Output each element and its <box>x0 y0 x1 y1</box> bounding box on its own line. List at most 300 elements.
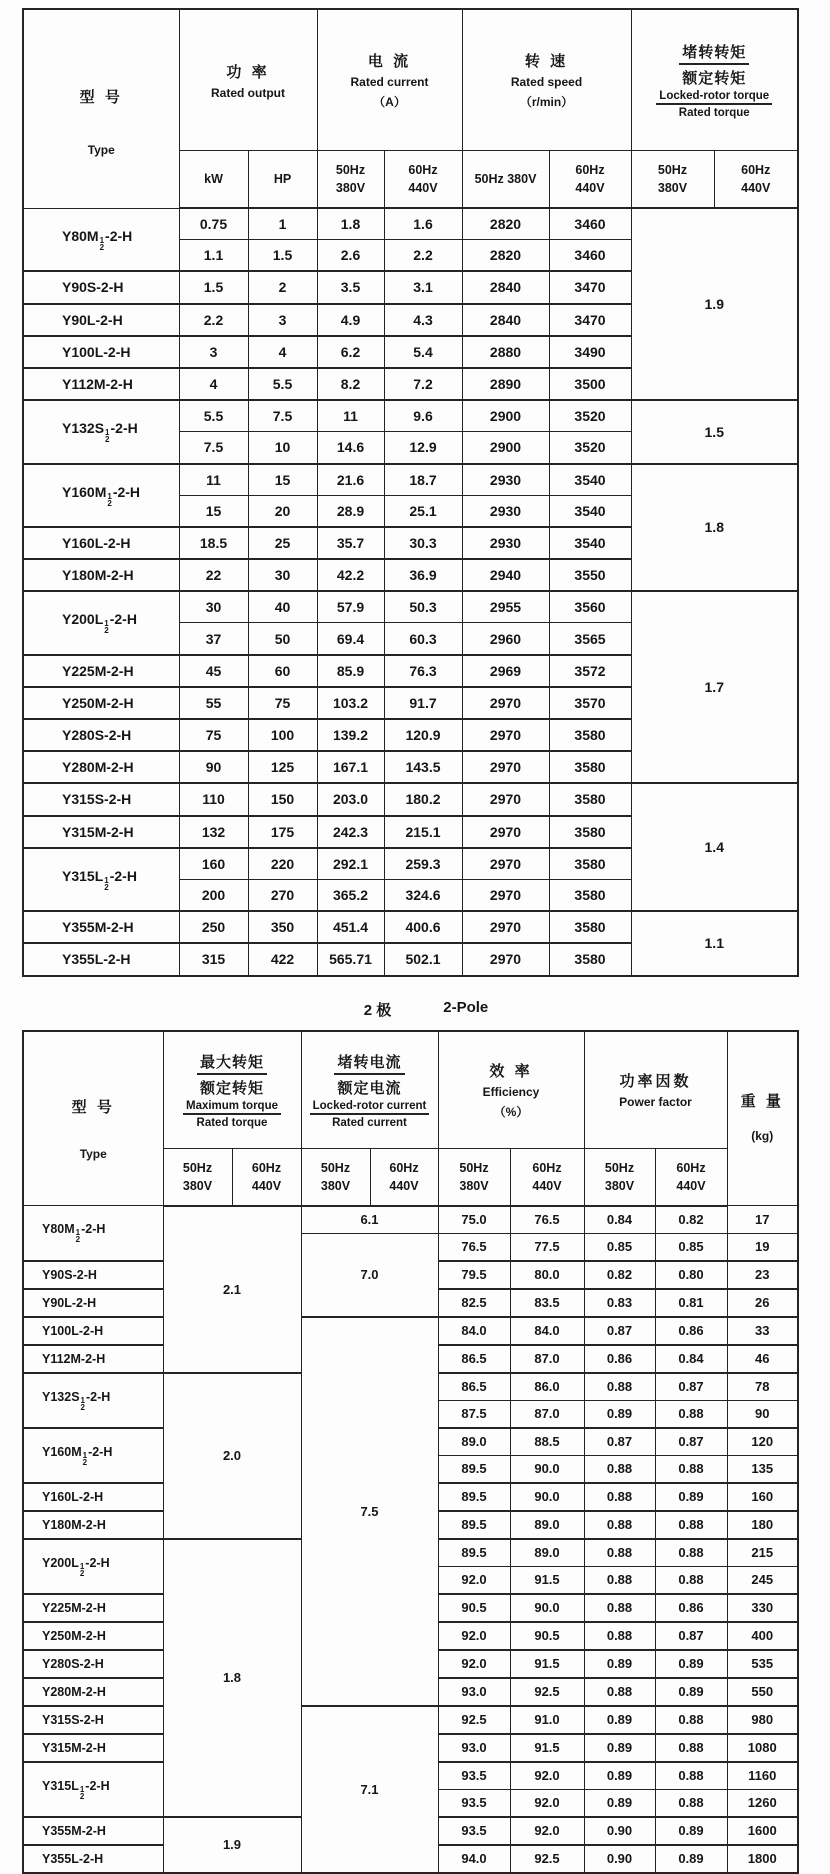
efficiency-60hz-cell: 86.0 <box>510 1373 584 1401</box>
current-60hz-cell: 18.7 <box>384 464 462 496</box>
table-row <box>23 1706 798 1734</box>
weight-cell: 215 <box>727 1539 798 1567</box>
hp-cell: 5.5 <box>248 368 317 400</box>
type-cell: Y90L-2-H <box>23 1289 163 1317</box>
type-column-header <box>23 1031 163 1206</box>
current-60hz-cell: 180.2 <box>384 783 462 815</box>
power-factor-60hz-cell: 0.84 <box>655 1345 727 1373</box>
type-cell <box>23 1373 163 1428</box>
power-factor-50hz-cell: 0.88 <box>584 1678 655 1706</box>
frac-bottom: 2 <box>82 1457 88 1467</box>
kw-cell: 5.5 <box>179 400 248 432</box>
frac-bottom: 2 <box>79 1568 85 1578</box>
type-text-suffix: -2-H <box>105 227 133 244</box>
power-factor-60hz-cell: 0.87 <box>655 1622 727 1650</box>
hp-cell: 270 <box>248 879 317 911</box>
speed-50hz-cell: 2970 <box>462 879 549 911</box>
type-header-zh: 型 号 <box>79 89 123 107</box>
power-factor-60hz-cell: 0.86 <box>655 1317 727 1345</box>
current-50hz-cell: 451.4 <box>317 911 384 943</box>
current-60hz-cell: 2.2 <box>384 240 462 272</box>
current-60hz-cell: 50.3 <box>384 591 462 623</box>
speed-60hz-cell: 3500 <box>549 368 631 400</box>
current-60hz-cell: 12.9 <box>384 432 462 464</box>
power-factor-60hz-cell: 0.88 <box>655 1566 727 1594</box>
rated-output-header-en: Rated output <box>211 85 285 100</box>
pole-caption-en: 2-Pole <box>443 998 489 1016</box>
speed-60hz-cell: 3580 <box>549 719 631 751</box>
speed-50hz-cell: 2820 <box>462 240 549 272</box>
type-text-prefix: Y132S <box>42 1389 80 1404</box>
type-cell <box>23 1762 163 1817</box>
speed-50hz-cell: 2930 <box>462 495 549 527</box>
power-factor-50hz-cell: 0.89 <box>584 1400 655 1428</box>
type-cell: Y355M-2-H <box>23 1817 163 1845</box>
weight-cell: 980 <box>727 1706 798 1734</box>
efficiency-50hz-cell: 93.0 <box>438 1678 510 1706</box>
power-factor-60hz-cell: 0.87 <box>655 1373 727 1401</box>
current-50hz-cell: 292.1 <box>317 848 384 880</box>
power-factor-50hz-cell: 0.85 <box>584 1233 655 1261</box>
power-factor-50hz-cell: 0.89 <box>584 1734 655 1762</box>
max-torque-en-numerator: Maximum torque <box>164 1100 301 1115</box>
type-text-prefix: Y80M <box>62 227 99 244</box>
current-50hz-cell: 42.2 <box>317 559 384 591</box>
power-factor-60hz-cell: 0.89 <box>655 1678 727 1706</box>
type-cell: Y355M-2-H <box>23 911 179 943</box>
efficiency-60hz-cell: 91.5 <box>510 1734 584 1762</box>
torque-ratio-zh-denominator: 额定转矩 <box>682 70 747 87</box>
current-50hz-cell: 365.2 <box>317 879 384 911</box>
type-size-fraction <box>107 493 111 507</box>
hp-cell: 60 <box>248 655 317 687</box>
efficiency-50hz-cell: 92.0 <box>438 1650 510 1678</box>
kw-cell: 160 <box>179 848 248 880</box>
frac-bottom: 2 <box>75 1235 81 1245</box>
rated-current-header <box>317 9 462 151</box>
type-cell: Y315M-2-H <box>23 816 179 848</box>
lrc-50hz-subheader: 50Hz 380V <box>301 1148 370 1206</box>
weight-header <box>727 1031 798 1206</box>
speed-50hz-cell: 2820 <box>462 208 549 240</box>
speed-60hz-cell: 3550 <box>549 559 631 591</box>
type-text-suffix: -2-H <box>85 1555 110 1570</box>
current-50hz-cell: 8.2 <box>317 368 384 400</box>
rated-output-header-zh: 功 率 <box>226 63 270 81</box>
type-text-prefix: Y200L <box>62 611 104 628</box>
power-factor-header <box>584 1031 727 1149</box>
weight-cell: 78 <box>727 1373 798 1401</box>
type-size-fraction <box>100 237 104 251</box>
lrc-en-denominator: Rated current <box>332 1116 407 1129</box>
kw-cell: 30 <box>179 591 248 623</box>
hp-subheader: HP <box>248 151 317 209</box>
torque-ratio-en-denominator: Rated torque <box>678 107 750 119</box>
speed-50hz-cell: 2960 <box>462 623 549 655</box>
weight-cell: 1800 <box>727 1845 798 1873</box>
speed-50hz-cell: 2970 <box>462 848 549 880</box>
speed-60hz-cell: 3460 <box>549 208 631 240</box>
efficiency-60hz-cell: 92.5 <box>510 1845 584 1873</box>
type-cell: Y160L-2-H <box>23 527 179 559</box>
type-cell: Y100L-2-H <box>23 1317 163 1345</box>
type-cell: Y355L-2-H <box>23 1845 163 1873</box>
frac-top: 1 <box>79 1784 85 1794</box>
motor-performance-table <box>22 1030 799 1874</box>
table1-body <box>23 208 798 976</box>
efficiency-60hz-cell: 92.5 <box>510 1678 584 1706</box>
locked-rotor-current-ratio-cell: 6.1 <box>301 1206 438 1234</box>
power-factor-60hz-cell: 0.88 <box>655 1511 727 1539</box>
hp-cell: 1.5 <box>248 240 317 272</box>
speed-60hz-cell: 3580 <box>549 816 631 848</box>
kw-cell: 2.2 <box>179 304 248 336</box>
table1-header-row-main <box>23 9 798 151</box>
type-cell: Y160L-2-H <box>23 1483 163 1511</box>
rated-output-header <box>179 9 317 151</box>
weight-cell: 46 <box>727 1345 798 1373</box>
hp-cell: 30 <box>248 559 317 591</box>
type-text-suffix: -2-H <box>85 1389 111 1404</box>
maximum-torque-ratio-cell: 1.8 <box>163 1539 301 1817</box>
power-factor-60hz-cell: 0.89 <box>655 1845 727 1873</box>
hp-cell: 4 <box>248 336 317 368</box>
type-cell: Y280M-2-H <box>23 751 179 783</box>
maximum-torque-ratio-header <box>163 1031 301 1149</box>
efficiency-50hz-cell: 92.5 <box>438 1706 510 1734</box>
kw-cell: 22 <box>179 559 248 591</box>
power-factor-60hz-cell: 0.88 <box>655 1762 727 1790</box>
weight-cell: 160 <box>727 1483 798 1511</box>
type-cell: Y315S-2-H <box>23 1706 163 1734</box>
type-cell: Y315M-2-H <box>23 1734 163 1762</box>
lrc-zh-denominator: 额定电流 <box>337 1079 402 1097</box>
speed-50hz-cell: 2970 <box>462 783 549 815</box>
speed-60hz-cell: 3580 <box>549 879 631 911</box>
efficiency-50hz-cell: 93.5 <box>438 1762 510 1790</box>
frac-top: 1 <box>75 1228 81 1238</box>
weight-cell: 26 <box>727 1289 798 1317</box>
speed-60hz-cell: 3572 <box>549 655 631 687</box>
speed-60hz-subheader: 60Hz 440V <box>549 151 631 209</box>
current-60hz-cell: 120.9 <box>384 719 462 751</box>
kw-cell: 37 <box>179 623 248 655</box>
efficiency-header <box>438 1031 584 1149</box>
power-factor-60hz-cell: 0.86 <box>655 1594 727 1622</box>
type-size-fraction <box>105 429 109 443</box>
type-size-fraction <box>80 1563 84 1577</box>
efficiency-50hz-cell: 86.5 <box>438 1373 510 1401</box>
efficiency-60hz-cell: 77.5 <box>510 1233 584 1261</box>
efficiency-60hz-cell: 83.5 <box>510 1289 584 1317</box>
speed-50hz-cell: 2880 <box>462 336 549 368</box>
locked-rotor-current-ratio-cell: 7.1 <box>301 1706 438 1873</box>
frac-bottom: 2 <box>104 626 109 636</box>
efficiency-60hz-cell: 88.5 <box>510 1428 584 1456</box>
type-cell: Y280S-2-H <box>23 719 179 751</box>
current-60hz-cell: 7.2 <box>384 368 462 400</box>
kw-cell: 45 <box>179 655 248 687</box>
speed-50hz-cell: 2940 <box>462 559 549 591</box>
hp-cell: 3 <box>248 304 317 336</box>
efficiency-50hz-cell: 93.5 <box>438 1789 510 1817</box>
table-row <box>23 1317 798 1345</box>
table2-header-row-main <box>23 1031 798 1149</box>
efficiency-50hz-cell: 82.5 <box>438 1289 510 1317</box>
type-cell: Y100L-2-H <box>23 336 179 368</box>
current-50hz-cell: 69.4 <box>317 623 384 655</box>
torque-ratio-zh-numerator: 堵转转矩 <box>632 41 798 65</box>
efficiency-50hz-cell: 76.5 <box>438 1233 510 1261</box>
efficiency-50hz-cell: 89.0 <box>438 1428 510 1456</box>
kw-cell: 11 <box>179 464 248 496</box>
efficiency-50hz-cell: 89.5 <box>438 1483 510 1511</box>
power-factor-50hz-cell: 0.84 <box>584 1206 655 1234</box>
locked-rotor-torque-ratio-cell: 1.8 <box>631 464 798 592</box>
pole-caption <box>22 999 830 1020</box>
speed-50hz-cell: 2900 <box>462 432 549 464</box>
efficiency-60hz-cell: 91.5 <box>510 1566 584 1594</box>
efficiency-50hz-cell: 86.5 <box>438 1345 510 1373</box>
efficiency-60hz-cell: 90.0 <box>510 1483 584 1511</box>
lrc-60hz-subheader: 60Hz 440V <box>370 1148 438 1206</box>
weight-cell: 180 <box>727 1511 798 1539</box>
speed-60hz-cell: 3560 <box>549 591 631 623</box>
frac-top: 1 <box>79 1561 85 1571</box>
motor-rating-table <box>22 8 799 977</box>
power-factor-50hz-cell: 0.88 <box>584 1455 655 1483</box>
efficiency-50hz-cell: 79.5 <box>438 1261 510 1289</box>
type-cell <box>23 591 179 654</box>
power-factor-50hz-cell: 0.88 <box>584 1539 655 1567</box>
power-factor-50hz-cell: 0.82 <box>584 1261 655 1289</box>
current-50hz-cell: 3.5 <box>317 271 384 303</box>
power-factor-60hz-cell: 0.89 <box>655 1483 727 1511</box>
weight-cell: 135 <box>727 1455 798 1483</box>
power-factor-60hz-cell: 0.80 <box>655 1261 727 1289</box>
type-cell: Y315S-2-H <box>23 783 179 815</box>
hp-cell: 175 <box>248 816 317 848</box>
current-60hz-subheader: 60Hz 440V <box>384 151 462 209</box>
hp-cell: 75 <box>248 687 317 719</box>
speed-60hz-cell: 3520 <box>549 400 631 432</box>
hp-cell: 2 <box>248 271 317 303</box>
current-50hz-cell: 4.9 <box>317 304 384 336</box>
current-60hz-cell: 4.3 <box>384 304 462 336</box>
speed-60hz-cell: 3580 <box>549 848 631 880</box>
kw-cell: 15 <box>179 495 248 527</box>
efficiency-60hz-cell: 91.5 <box>510 1650 584 1678</box>
torque-ratio-en-numerator: Locked-rotor torque <box>632 90 798 105</box>
power-factor-60hz-cell: 0.88 <box>655 1734 727 1762</box>
kw-cell: 75 <box>179 719 248 751</box>
weight-cell: 1080 <box>727 1734 798 1762</box>
power-factor-50hz-cell: 0.88 <box>584 1566 655 1594</box>
current-50hz-cell: 6.2 <box>317 336 384 368</box>
frac-top: 1 <box>80 1395 85 1405</box>
type-size-fraction <box>104 877 108 891</box>
current-60hz-cell: 30.3 <box>384 527 462 559</box>
type-text-suffix: -2-H <box>110 420 138 437</box>
type-cell <box>23 848 179 911</box>
kw-cell: 250 <box>179 911 248 943</box>
type-size-fraction <box>81 1397 85 1411</box>
speed-60hz-cell: 3540 <box>549 527 631 559</box>
speed-60hz-cell: 3520 <box>549 432 631 464</box>
eff-60hz-subheader: 60Hz 440V <box>510 1148 584 1206</box>
hp-cell: 100 <box>248 719 317 751</box>
speed-60hz-cell: 3470 <box>549 271 631 303</box>
type-cell: Y250M-2-H <box>23 1622 163 1650</box>
type-cell <box>23 1428 163 1483</box>
current-60hz-cell: 5.4 <box>384 336 462 368</box>
locked-rotor-torque-ratio-header <box>631 9 798 151</box>
pole-caption-zh: 2 极 <box>363 1001 392 1019</box>
efficiency-60hz-cell: 80.0 <box>510 1261 584 1289</box>
speed-50hz-cell: 2970 <box>462 719 549 751</box>
type-cell: Y225M-2-H <box>23 655 179 687</box>
type-text-prefix: Y160M <box>42 1444 82 1459</box>
kw-cell: 1.5 <box>179 271 248 303</box>
type-cell: Y112M-2-H <box>23 368 179 400</box>
table-row <box>23 400 798 432</box>
type-cell: Y280S-2-H <box>23 1650 163 1678</box>
current-60hz-cell: 91.7 <box>384 687 462 719</box>
efficiency-60hz-cell: 90.0 <box>510 1455 584 1483</box>
current-60hz-cell: 76.3 <box>384 655 462 687</box>
table-row <box>23 464 798 496</box>
torque-60hz-subheader: 60Hz 440V <box>714 151 798 209</box>
rated-speed-header-en: Rated speed <box>510 75 583 89</box>
power-factor-60hz-cell: 0.82 <box>655 1206 727 1234</box>
kw-cell: 3 <box>179 336 248 368</box>
speed-50hz-cell: 2930 <box>462 464 549 496</box>
type-cell <box>23 1539 163 1594</box>
efficiency-50hz-cell: 89.5 <box>438 1455 510 1483</box>
type-cell: Y90S-2-H <box>23 271 179 303</box>
kw-cell: 7.5 <box>179 432 248 464</box>
power-factor-50hz-cell: 0.88 <box>584 1483 655 1511</box>
locked-rotor-current-ratio-header <box>301 1031 438 1149</box>
type-size-fraction <box>83 1452 87 1466</box>
power-factor-50hz-cell: 0.88 <box>584 1622 655 1650</box>
kw-cell: 18.5 <box>179 527 248 559</box>
max-torque-zh-denominator: 额定转矩 <box>199 1079 264 1097</box>
current-50hz-cell: 565.71 <box>317 943 384 975</box>
frac-bottom: 2 <box>80 1402 85 1412</box>
weight-cell: 1600 <box>727 1817 798 1845</box>
type-text-prefix: Y80M <box>42 1222 75 1237</box>
current-50hz-cell: 1.8 <box>317 208 384 240</box>
weight-cell: 23 <box>727 1261 798 1289</box>
current-50hz-cell: 167.1 <box>317 751 384 783</box>
efficiency-50hz-cell: 93.5 <box>438 1817 510 1845</box>
efficiency-60hz-cell: 76.5 <box>510 1206 584 1234</box>
power-factor-50hz-cell: 0.88 <box>584 1594 655 1622</box>
weight-cell: 330 <box>727 1594 798 1622</box>
rated-speed-header <box>462 9 631 151</box>
kw-cell: 4 <box>179 368 248 400</box>
type-cell: Y90L-2-H <box>23 304 179 336</box>
table2-header <box>23 1031 798 1206</box>
frac-top: 1 <box>104 875 109 885</box>
current-60hz-cell: 1.6 <box>384 208 462 240</box>
frac-top: 1 <box>104 619 109 629</box>
current-50hz-cell: 21.6 <box>317 464 384 496</box>
type-size-fraction <box>76 1229 80 1243</box>
rated-speed-header-zh: 转 速 <box>524 53 569 70</box>
efficiency-60hz-cell: 87.0 <box>510 1400 584 1428</box>
hp-cell: 150 <box>248 783 317 815</box>
locked-rotor-current-ratio-cell: 7.0 <box>301 1233 438 1317</box>
power-factor-60hz-cell: 0.88 <box>655 1539 727 1567</box>
weight-cell: 19 <box>727 1233 798 1261</box>
current-50hz-cell: 35.7 <box>317 527 384 559</box>
weight-header-zh: 重 量 <box>740 1092 784 1110</box>
power-factor-60hz-cell: 0.89 <box>655 1817 727 1845</box>
kw-cell: 0.75 <box>179 208 248 240</box>
frac-bottom: 2 <box>79 1791 85 1801</box>
hp-cell: 15 <box>248 464 317 496</box>
type-text-prefix: Y200L <box>42 1555 79 1570</box>
speed-50hz-cell: 2955 <box>462 591 549 623</box>
current-60hz-cell: 215.1 <box>384 816 462 848</box>
power-factor-50hz-cell: 0.87 <box>584 1317 655 1345</box>
speed-50hz-cell: 2900 <box>462 400 549 432</box>
efficiency-60hz-cell: 92.0 <box>510 1762 584 1790</box>
power-factor-60hz-cell: 0.88 <box>655 1455 727 1483</box>
current-50hz-cell: 139.2 <box>317 719 384 751</box>
speed-60hz-cell: 3580 <box>549 783 631 815</box>
pf-60hz-subheader: 60Hz 440V <box>655 1148 727 1206</box>
speed-50hz-cell: 2840 <box>462 304 549 336</box>
type-text-suffix: -2-H <box>88 1444 113 1459</box>
current-60hz-cell: 36.9 <box>384 559 462 591</box>
weight-cell: 400 <box>727 1622 798 1650</box>
frac-top: 1 <box>107 491 112 501</box>
rated-speed-header-unit: （r/min） <box>519 95 574 109</box>
power-factor-50hz-cell: 0.87 <box>584 1428 655 1456</box>
hp-cell: 50 <box>248 623 317 655</box>
speed-50hz-cell: 2930 <box>462 527 549 559</box>
type-cell: Y112M-2-H <box>23 1345 163 1373</box>
current-50hz-cell: 28.9 <box>317 495 384 527</box>
power-factor-50hz-cell: 0.88 <box>584 1373 655 1401</box>
speed-50hz-cell: 2969 <box>462 655 549 687</box>
power-factor-50hz-cell: 0.90 <box>584 1817 655 1845</box>
current-60hz-cell: 25.1 <box>384 495 462 527</box>
type-cell <box>23 1206 163 1261</box>
table-row <box>23 911 798 943</box>
locked-rotor-torque-ratio-cell: 1.5 <box>631 400 798 463</box>
type-cell: Y180M-2-H <box>23 1511 163 1539</box>
table-row <box>23 1206 798 1234</box>
speed-60hz-cell: 3580 <box>549 943 631 975</box>
pf-50hz-subheader: 50Hz 380V <box>584 1148 655 1206</box>
speed-60hz-cell: 3570 <box>549 687 631 719</box>
weight-cell: 90 <box>727 1400 798 1428</box>
current-60hz-cell: 60.3 <box>384 623 462 655</box>
power-factor-60hz-cell: 0.87 <box>655 1428 727 1456</box>
power-factor-60hz-cell: 0.88 <box>655 1400 727 1428</box>
type-header-zh: 型 号 <box>71 1098 115 1116</box>
type-text-prefix: Y315L <box>62 867 104 884</box>
type-cell <box>23 208 179 271</box>
power-factor-header-zh: 功率因数 <box>619 1073 692 1090</box>
hp-cell: 1 <box>248 208 317 240</box>
speed-50hz-cell: 2970 <box>462 687 549 719</box>
rated-current-header-zh: 电 流 <box>367 53 412 70</box>
